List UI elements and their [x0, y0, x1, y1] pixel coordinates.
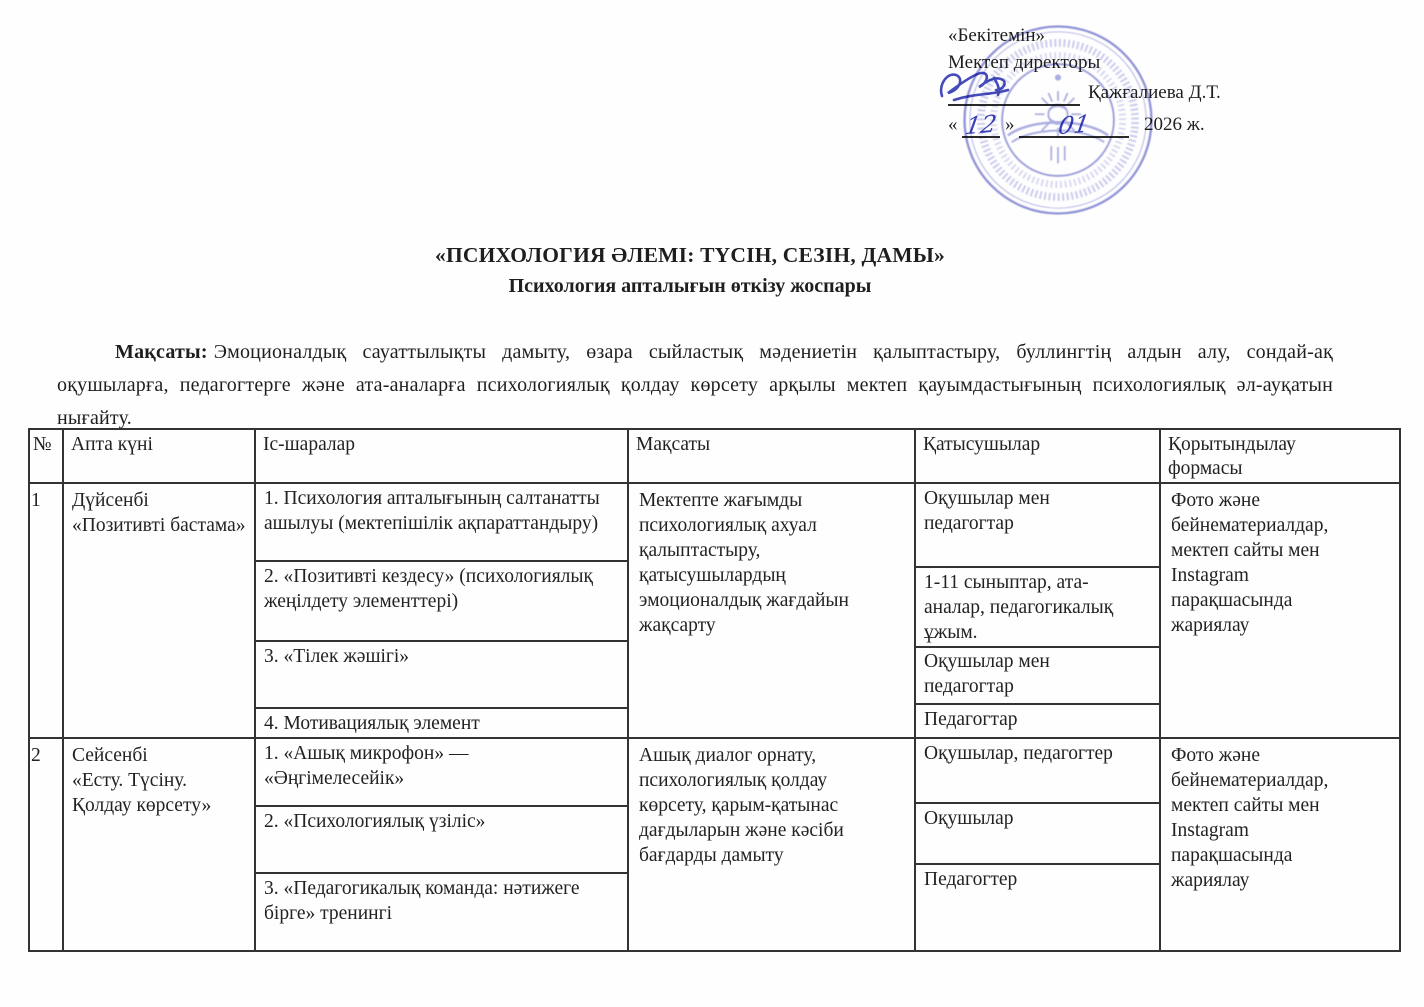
year-label: 2026 ж. [1144, 114, 1205, 135]
purpose-paragraph [57, 336, 1333, 435]
day-theme: «Позитивті бастама» [72, 515, 246, 536]
participants-item: Оқушылар [916, 804, 1159, 865]
purpose-label: Мақсаты: [115, 341, 208, 363]
header-activities: Іс-шаралар [255, 429, 628, 483]
activity-item: 2. «Позитивті кездесу» (психологиялық жеңілдету элементтері) [256, 562, 627, 642]
header-num: № [29, 429, 63, 483]
day-theme: «Есту. Түсіну. Қолдау көрсету» [72, 770, 212, 816]
activities-cell [255, 483, 628, 738]
month-blank-line [1019, 109, 1129, 141]
approved-label: «Бекітемін» [948, 25, 1046, 46]
handwritten-day: 12 [963, 109, 999, 141]
date-line [948, 109, 1308, 141]
participants-item: Педагогтар [924, 709, 1018, 730]
close-quote: » [1005, 114, 1015, 135]
director-role-label: Мектеп директоры [948, 52, 1101, 73]
activity-item: 1. «Ашық микрофон» — «Әңгімелесейік» [256, 739, 627, 807]
director-name: Қажғалиева Д.Т. [1088, 82, 1221, 103]
participants-cell [915, 483, 1160, 738]
day-name: Сейсенбі [72, 745, 148, 766]
participants-item: Оқушылар, педагогтер [916, 739, 1159, 804]
row-number: 2 [29, 738, 63, 951]
table-row [29, 738, 1400, 951]
open-quote: « [948, 114, 958, 135]
participants-item: Оқушылар мен педагогтар [916, 484, 1159, 568]
header-participants: Қатысушылар [915, 429, 1160, 483]
approval-block [948, 22, 1308, 141]
participants-item: Оқушылар мен педагогтар [916, 648, 1159, 705]
activity-item: 3. «Педагогикалық команда: нәтижеге бірге» тренингі [264, 878, 580, 924]
handwritten-month: 01 [1056, 109, 1092, 141]
activity-item: 3. «Тілек жәшігі» [256, 642, 627, 709]
row-number: 1 [29, 483, 63, 738]
header-day: Апта күні [63, 429, 255, 483]
day-cell [63, 738, 255, 951]
outcome-cell: Фото және бейнематериалдар, мектеп сайты мен Instagram парақшасында жариялау [1160, 483, 1400, 738]
header-outcome: Қорытындылау формасы [1160, 429, 1400, 483]
document-subtitle: Психология апталығын өткізу жоспары [508, 275, 872, 297]
activity-item: 1. Психология апталығының салтанатты ашылуы (мектепішілік ақпараттандыру) [256, 484, 627, 562]
participants-cell [915, 738, 1160, 951]
activity-item: 4. Мотивациялық элемент [264, 713, 480, 734]
document-title: «ПСИХОЛОГИЯ ӘЛЕМІ: ТҮСІН, СЕЗІН, ДАМЫ» [435, 243, 945, 267]
participants-item: Педагогтер [924, 869, 1018, 890]
signature-line [948, 79, 1308, 106]
participants-item: 1-11 сыныптар, ата-аналар, педагогикалық ұжым. [916, 568, 1159, 648]
header-goal: Мақсаты [628, 429, 915, 483]
outcome-cell: Фото және бейнематериалдар, мектеп сайты мен Instagram парақшасында жариялау [1160, 738, 1400, 951]
day-name: Дүйсенбі [72, 490, 149, 511]
title-block [40, 243, 1340, 298]
activities-cell [255, 738, 628, 951]
activity-item: 2. «Психологиялық үзіліс» [256, 807, 627, 874]
table-row [29, 483, 1400, 738]
goal-cell: Ашық диалог орнату, психологиялық қолдау көрсету, қарым-қатынас дағдыларын және кәсіби бағдарды дамыту [628, 738, 915, 951]
week-plan-table [28, 428, 1401, 952]
signature-blank-line [948, 80, 1080, 106]
header-row [29, 429, 1400, 483]
purpose-text: Эмоционалдық сауаттылықты дамыту, өзара сыйластық мәдениетін қалыптастыру, буллингтің алдын алу, сондай-ақ оқушыларға, педагогтерге және ата-аналарға психологиялық қолдау көрсету арқылы мектеп қауымдастығының психологиялық әл-ауқатын нығайту. [57, 341, 1333, 429]
day-blank-line [962, 109, 1000, 141]
goal-cell: Мектепте жағымды психологиялық ахуал қалыптастыру, қатысушылардың эмоционалдық жағдайын жақсарту [628, 483, 915, 738]
day-cell [63, 483, 255, 738]
